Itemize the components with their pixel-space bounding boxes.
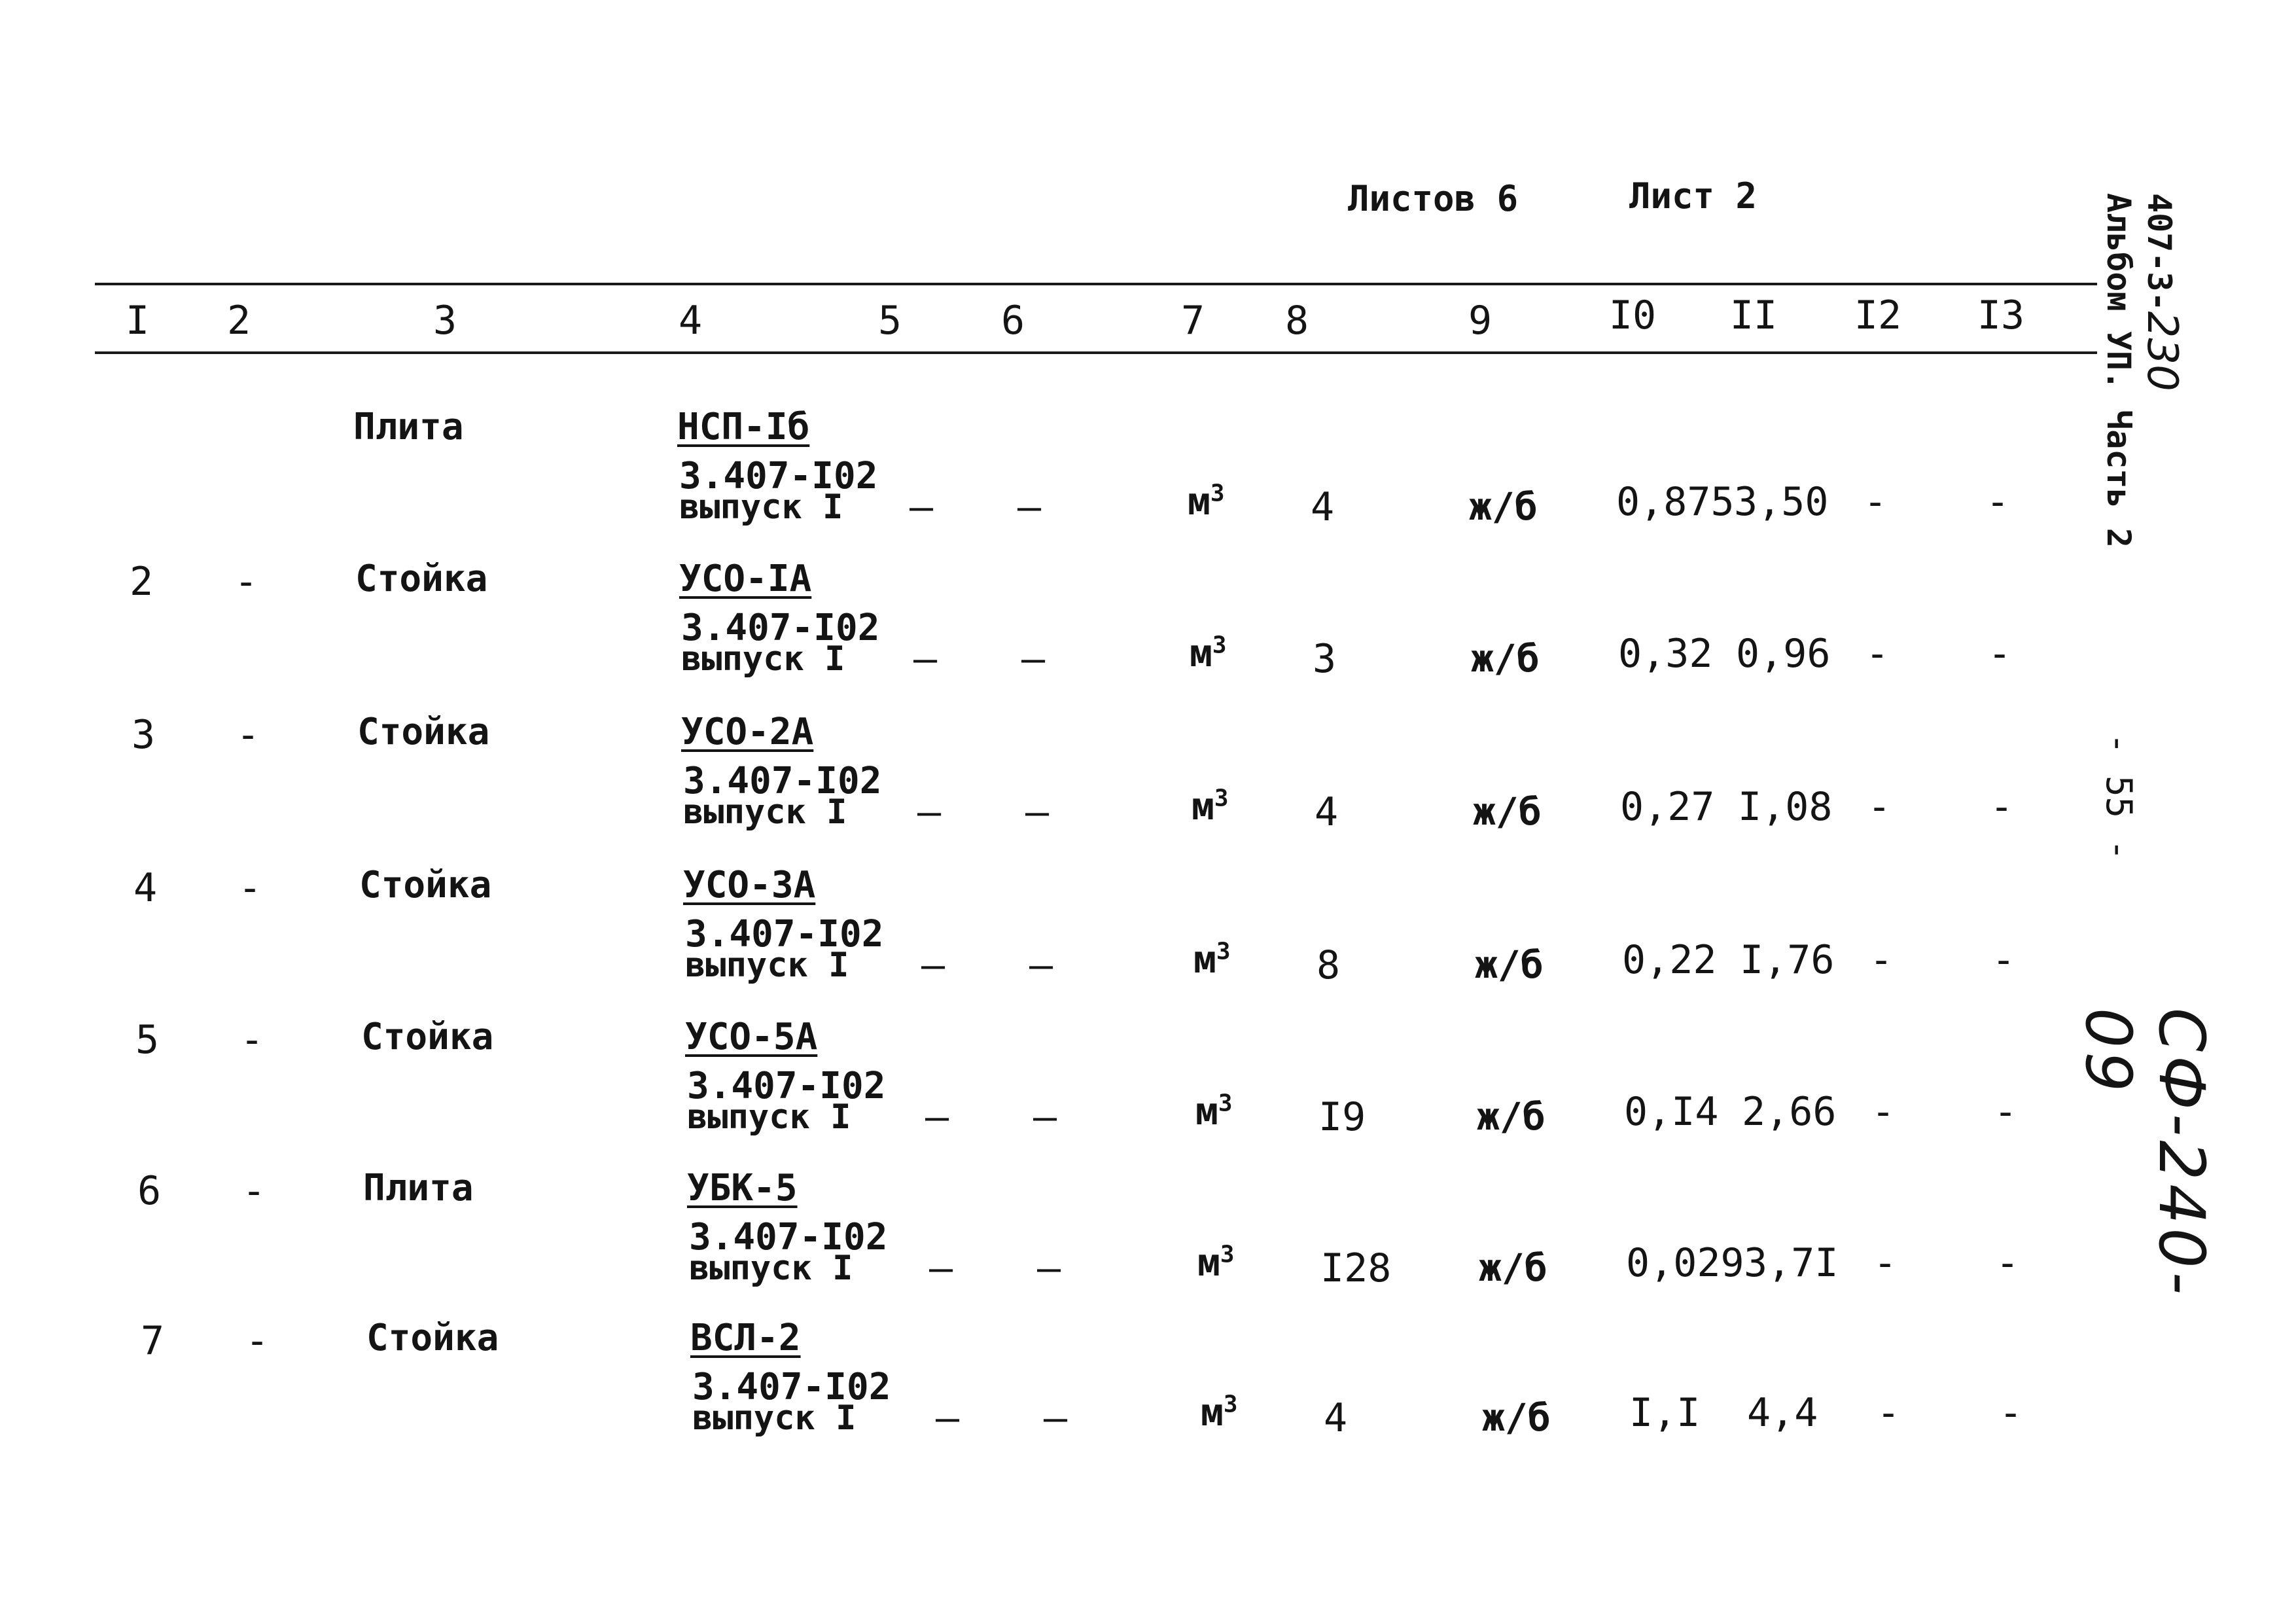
item-standard: 3.407-I02 xyxy=(685,913,884,955)
unit-volume: 0,27 xyxy=(1620,784,1715,830)
unit-exponent: 3 xyxy=(1218,1090,1233,1117)
item-name: Стойка xyxy=(361,1016,494,1058)
unit xyxy=(1190,631,1227,675)
quantity: 3 xyxy=(1313,636,1337,682)
unit-exponent: 3 xyxy=(1214,785,1229,812)
item-name: Плита xyxy=(353,406,464,448)
column-header-4: 4 xyxy=(678,298,703,344)
column-header-5: 5 xyxy=(877,298,902,344)
quantity: 4 xyxy=(1315,789,1339,835)
col5-value: – xyxy=(921,942,945,988)
material: ж/б xyxy=(1477,1094,1545,1139)
unit-volume: 0,32 xyxy=(1618,631,1713,677)
total-volume: 3,50 xyxy=(1734,479,1829,525)
unit-exponent: 3 xyxy=(1212,632,1227,659)
quantity: 8 xyxy=(1316,942,1341,988)
material: ж/б xyxy=(1471,636,1540,681)
album-code: 407-3- xyxy=(2140,193,2178,312)
quantity: 4 xyxy=(1311,484,1335,530)
col5-value: – xyxy=(936,1395,960,1441)
col12-value: - xyxy=(1865,631,1890,677)
col6-value: – xyxy=(1044,1395,1068,1441)
item-name: Стойка xyxy=(355,558,488,600)
item-release: выпуск I xyxy=(683,793,847,832)
unit-exponent: 3 xyxy=(1210,480,1225,507)
quantity: I28 xyxy=(1320,1245,1392,1291)
item-release: выпуск I xyxy=(687,1097,851,1137)
column-header-8: 8 xyxy=(1284,298,1309,344)
total-volume: I,08 xyxy=(1738,784,1833,830)
unit xyxy=(1188,479,1225,524)
item-designation: УСО-5А xyxy=(685,1016,818,1058)
unit-exponent: 3 xyxy=(1220,1241,1235,1268)
column-header-2: 2 xyxy=(226,298,251,344)
sheets-count-label: Листов 6 xyxy=(1348,178,1519,219)
item-release: выпуск I xyxy=(681,639,845,679)
item-release: выпуск I xyxy=(685,946,849,985)
col5-value: – xyxy=(913,636,938,682)
unit xyxy=(1197,1240,1235,1285)
item-name: Стойка xyxy=(359,864,492,906)
unit-base: м xyxy=(1193,937,1216,982)
col13-value: - xyxy=(1986,479,2010,525)
sheet-number-label: Лист 2 xyxy=(1629,175,1757,217)
item-designation: УСО-3А xyxy=(683,864,816,906)
col13-value: - xyxy=(1992,937,2016,983)
col13-value: - xyxy=(1996,1240,2020,1286)
total-volume: 4,4 xyxy=(1747,1390,1818,1436)
item-designation: УБК-5 xyxy=(687,1167,798,1209)
col13-value: - xyxy=(1999,1390,2023,1436)
column-header-1: I xyxy=(125,298,150,344)
col6-value: – xyxy=(1017,484,1042,530)
quantity: I9 xyxy=(1318,1094,1366,1140)
total-volume: I,76 xyxy=(1740,937,1835,983)
unit-volume: 0,875 xyxy=(1616,479,1735,525)
column-header-12: I2 xyxy=(1854,293,1902,338)
column-header-3: 3 xyxy=(433,298,457,344)
item-standard: 3.407-I02 xyxy=(692,1366,891,1408)
item-release: выпуск I xyxy=(692,1399,857,1438)
unit-exponent: 3 xyxy=(1223,1391,1238,1418)
material: ж/б xyxy=(1479,1245,1547,1290)
row-position: 5 xyxy=(135,1017,160,1063)
col13-value: - xyxy=(1990,784,2014,830)
item-designation: НСП-Iб xyxy=(677,406,810,448)
col6-value: – xyxy=(1029,942,1053,988)
col12-value: - xyxy=(1871,1089,1896,1135)
column-header-13: I3 xyxy=(1977,293,2025,338)
unit-volume: 0,I4 xyxy=(1624,1089,1719,1135)
item-standard: 3.407-I02 xyxy=(683,760,882,802)
col12-value: - xyxy=(1863,479,1888,525)
col5-value: – xyxy=(910,484,934,530)
column-header-6: 6 xyxy=(1000,298,1025,344)
row-col2: - xyxy=(238,865,262,911)
album-stamp xyxy=(2098,193,2186,599)
row-position: 6 xyxy=(137,1168,162,1214)
material: ж/б xyxy=(1473,789,1542,834)
row-position: 3 xyxy=(132,712,156,758)
item-name: Стойка xyxy=(357,711,490,753)
handwritten-document-code: СФ-240-09 xyxy=(2072,1008,2218,1299)
unit-exponent: 3 xyxy=(1216,938,1231,965)
total-volume: 0,96 xyxy=(1736,631,1831,677)
col13-value: - xyxy=(1988,631,2012,677)
row-col2: - xyxy=(234,559,258,605)
album-part: Альбом УП. Часть 2 xyxy=(2100,193,2138,548)
item-standard: 3.407-I02 xyxy=(687,1065,886,1107)
page-number: - 55 - xyxy=(2098,733,2140,861)
col6-value: – xyxy=(1021,636,1046,682)
column-header-7: 7 xyxy=(1180,298,1205,344)
unit-volume: I,I xyxy=(1629,1390,1701,1436)
unit xyxy=(1192,784,1229,829)
item-standard: 3.407-I02 xyxy=(681,607,880,649)
row-col2: - xyxy=(240,1017,264,1063)
unit xyxy=(1195,1089,1233,1133)
unit xyxy=(1193,937,1231,982)
unit xyxy=(1201,1390,1238,1435)
album-code-handwritten: 230 xyxy=(2138,311,2186,391)
quantity: 4 xyxy=(1324,1395,1348,1441)
item-release: выпуск I xyxy=(689,1249,853,1288)
unit-base: м xyxy=(1188,479,1210,524)
unit-base: м xyxy=(1201,1390,1224,1435)
material: ж/б xyxy=(1482,1395,1551,1440)
table-top-rule xyxy=(95,283,2097,285)
row-col2: - xyxy=(236,712,260,758)
item-standard: 3.407-I02 xyxy=(689,1216,888,1258)
unit-base: м xyxy=(1192,784,1214,829)
table-header-bottom-rule xyxy=(95,351,2097,354)
col5-value: – xyxy=(925,1094,949,1140)
unit-volume: 0,029 xyxy=(1626,1240,1744,1286)
col12-value: - xyxy=(1877,1390,1901,1436)
total-volume: 2,66 xyxy=(1742,1089,1837,1135)
row-col2: - xyxy=(242,1168,266,1214)
item-name: Стойка xyxy=(366,1317,499,1359)
col5-value: – xyxy=(929,1245,953,1291)
item-designation: УСО-2А xyxy=(681,711,814,753)
column-header-11: II xyxy=(1729,293,1778,338)
unit-base: м xyxy=(1195,1089,1218,1133)
item-standard: 3.407-I02 xyxy=(679,455,878,497)
row-position: 7 xyxy=(141,1318,165,1364)
material: ж/б xyxy=(1469,484,1538,529)
unit-base: м xyxy=(1190,631,1212,675)
column-header-10: I0 xyxy=(1608,293,1657,338)
row-position: 4 xyxy=(133,865,158,911)
material: ж/б xyxy=(1475,942,1544,987)
col6-value: – xyxy=(1025,789,1050,835)
item-designation: ВСЛ-2 xyxy=(690,1317,801,1359)
item-designation: УСО-IА xyxy=(679,558,812,600)
col12-value: - xyxy=(1873,1240,1898,1286)
col6-value: – xyxy=(1033,1094,1057,1140)
column-header-9: 9 xyxy=(1468,298,1492,344)
row-col2: - xyxy=(245,1318,270,1364)
item-name: Плита xyxy=(363,1167,474,1209)
col6-value: – xyxy=(1037,1245,1061,1291)
col13-value: - xyxy=(1994,1089,2018,1135)
unit-base: м xyxy=(1197,1240,1220,1285)
col12-value: - xyxy=(1869,937,1894,983)
item-release: выпуск I xyxy=(679,488,843,527)
row-position: 2 xyxy=(130,559,154,605)
unit-volume: 0,22 xyxy=(1622,937,1717,983)
col5-value: – xyxy=(917,789,942,835)
col12-value: - xyxy=(1867,784,1892,830)
total-volume: 3,7I xyxy=(1744,1240,1839,1286)
